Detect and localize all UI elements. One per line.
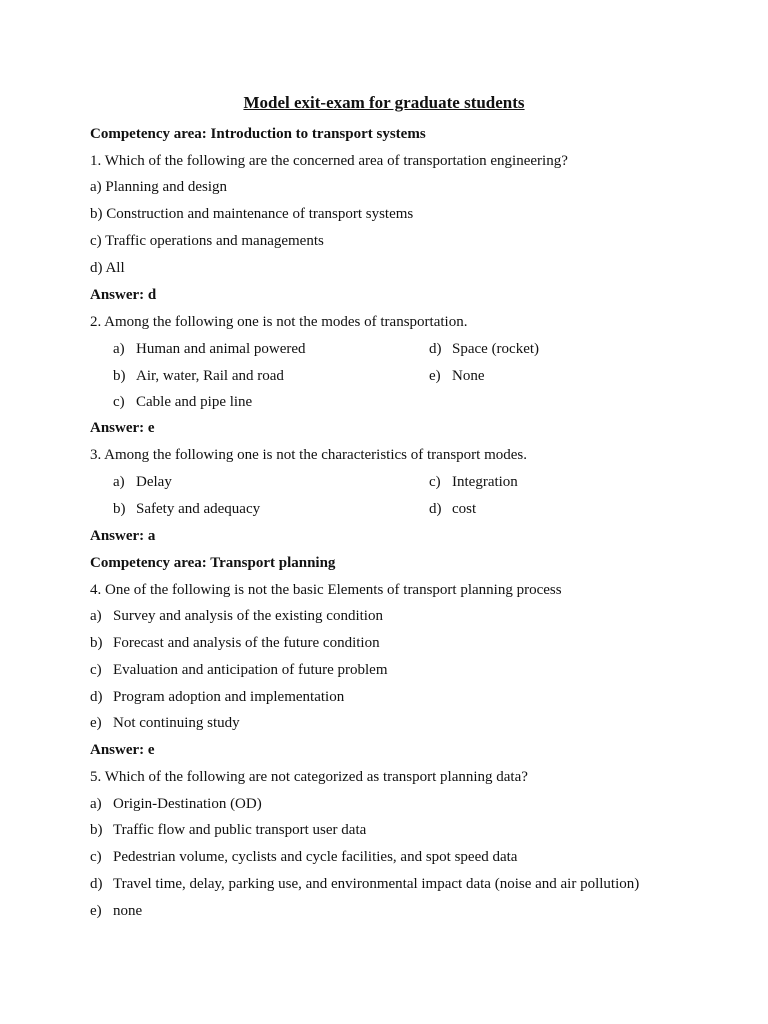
- q4-option-b: [90, 633, 380, 653]
- q3-option-a-label: a): [113, 474, 125, 490]
- q3-option-c: [429, 472, 518, 492]
- q2-option-d-text: Space (rocket): [452, 341, 540, 357]
- q5-option-d: [90, 874, 639, 894]
- q3-option-b: [113, 499, 260, 519]
- q4-option-d-text: Program adoption and implementation: [113, 689, 345, 705]
- q5-option-a-text: Origin-Destination (OD): [113, 796, 262, 812]
- q2-option-c: [113, 392, 252, 412]
- q3-option-d: [429, 499, 476, 519]
- q3-option-c-label: c): [429, 474, 441, 490]
- q2-option-b-text: Air, water, Rail and road: [136, 368, 284, 384]
- q1-answer: Answer: d: [90, 287, 157, 303]
- q2-option-d: [429, 339, 539, 359]
- q4-option-d: [90, 687, 344, 707]
- q2-option-c-text: Cable and pipe line: [136, 394, 253, 410]
- q3-option-b-label: b): [113, 501, 126, 517]
- q4-option-a-text: Survey and analysis of the existing condition: [113, 608, 383, 624]
- q5-option-e-text: none: [113, 903, 143, 919]
- q4-option-c-text: Evaluation and anticipation of future problem: [113, 662, 388, 678]
- q2-answer: Answer: e: [90, 420, 155, 436]
- q2-option-a-text: Human and animal powered: [136, 341, 306, 357]
- section-heading-planning: Competency area: Transport planning: [90, 555, 336, 571]
- q2-option-b: [113, 366, 284, 386]
- q1-option-a-text: Planning and design: [105, 179, 228, 195]
- q5-option-e-label: e): [90, 903, 102, 919]
- q1-option-b: [90, 204, 413, 224]
- q3-answer: Answer: a: [90, 528, 156, 544]
- q4-option-c-label: c): [90, 662, 102, 678]
- q1-option-c-label: c): [90, 233, 102, 249]
- q2-option-a-label: a): [113, 341, 125, 357]
- q1-option-a: [90, 177, 227, 197]
- q1-option-c-text: Traffic operations and managements: [105, 233, 324, 249]
- q1-option-d: [90, 258, 125, 278]
- q4-option-e-label: e): [90, 715, 102, 731]
- q5-option-b-text: Traffic flow and public transport user data: [113, 822, 367, 838]
- q4-option-a-label: a): [90, 608, 102, 624]
- q5-option-c: [90, 847, 517, 867]
- q1-option-b-label: b): [90, 206, 103, 222]
- question-4-text: 4. One of the following is not the basic Elements of transport planning process: [90, 582, 562, 598]
- q1-option-d-label: d): [90, 260, 103, 276]
- q2-option-e-label: e): [429, 368, 441, 384]
- q5-option-b: [90, 820, 366, 840]
- page-title: Model exit-exam for graduate students: [243, 93, 525, 112]
- q5-option-c-label: c): [90, 849, 102, 865]
- q3-option-a: [113, 472, 172, 492]
- q1-option-d-text: All: [105, 260, 125, 276]
- q2-option-a: [113, 339, 306, 359]
- q3-option-d-text: cost: [452, 501, 477, 517]
- q3-option-c-text: Integration: [452, 474, 518, 490]
- question-2-text: 2. Among the following one is not the modes of transportation.: [90, 314, 468, 330]
- question-5-text: 5. Which of the following are not categorized as transport planning data?: [90, 769, 528, 785]
- q4-option-e: [90, 713, 240, 733]
- q2-option-e-text: None: [452, 368, 485, 384]
- q5-option-d-text: Travel time, delay, parking use, and environmental impact data (noise and air pollution): [113, 876, 640, 892]
- q5-option-c-text: Pedestrian volume, cyclists and cycle facilities, and spot speed data: [113, 849, 518, 865]
- q3-option-d-label: d): [429, 501, 442, 517]
- q2-option-b-label: b): [113, 368, 126, 384]
- q4-option-c: [90, 660, 388, 680]
- q5-option-a: [90, 794, 262, 814]
- q3-option-b-text: Safety and adequacy: [136, 501, 261, 517]
- q2-option-d-label: d): [429, 341, 442, 357]
- question-3-text: 3. Among the following one is not the characteristics of transport modes.: [90, 447, 527, 463]
- q5-option-a-label: a): [90, 796, 102, 812]
- q4-option-d-label: d): [90, 689, 103, 705]
- q4-option-b-label: b): [90, 635, 103, 651]
- q4-option-e-text: Not continuing study: [113, 715, 240, 731]
- q1-option-c: [90, 231, 324, 251]
- q2-option-e: [429, 366, 485, 386]
- q2-option-c-label: c): [113, 394, 125, 410]
- q4-option-b-text: Forecast and analysis of the future condition: [113, 635, 380, 651]
- section-heading-intro: Competency area: Introduction to transport systems: [90, 126, 426, 142]
- q3-option-a-text: Delay: [136, 474, 172, 490]
- q4-option-a: [90, 606, 383, 626]
- question-1-text: 1. Which of the following are the concerned area of transportation engineering?: [90, 153, 568, 169]
- q4-answer: Answer: e: [90, 742, 155, 758]
- q5-option-e: [90, 901, 142, 921]
- q1-option-a-label: a): [90, 179, 102, 195]
- q5-option-d-label: d): [90, 876, 103, 892]
- q1-option-b-text: Construction and maintenance of transport systems: [106, 206, 414, 222]
- q5-option-b-label: b): [90, 822, 103, 838]
